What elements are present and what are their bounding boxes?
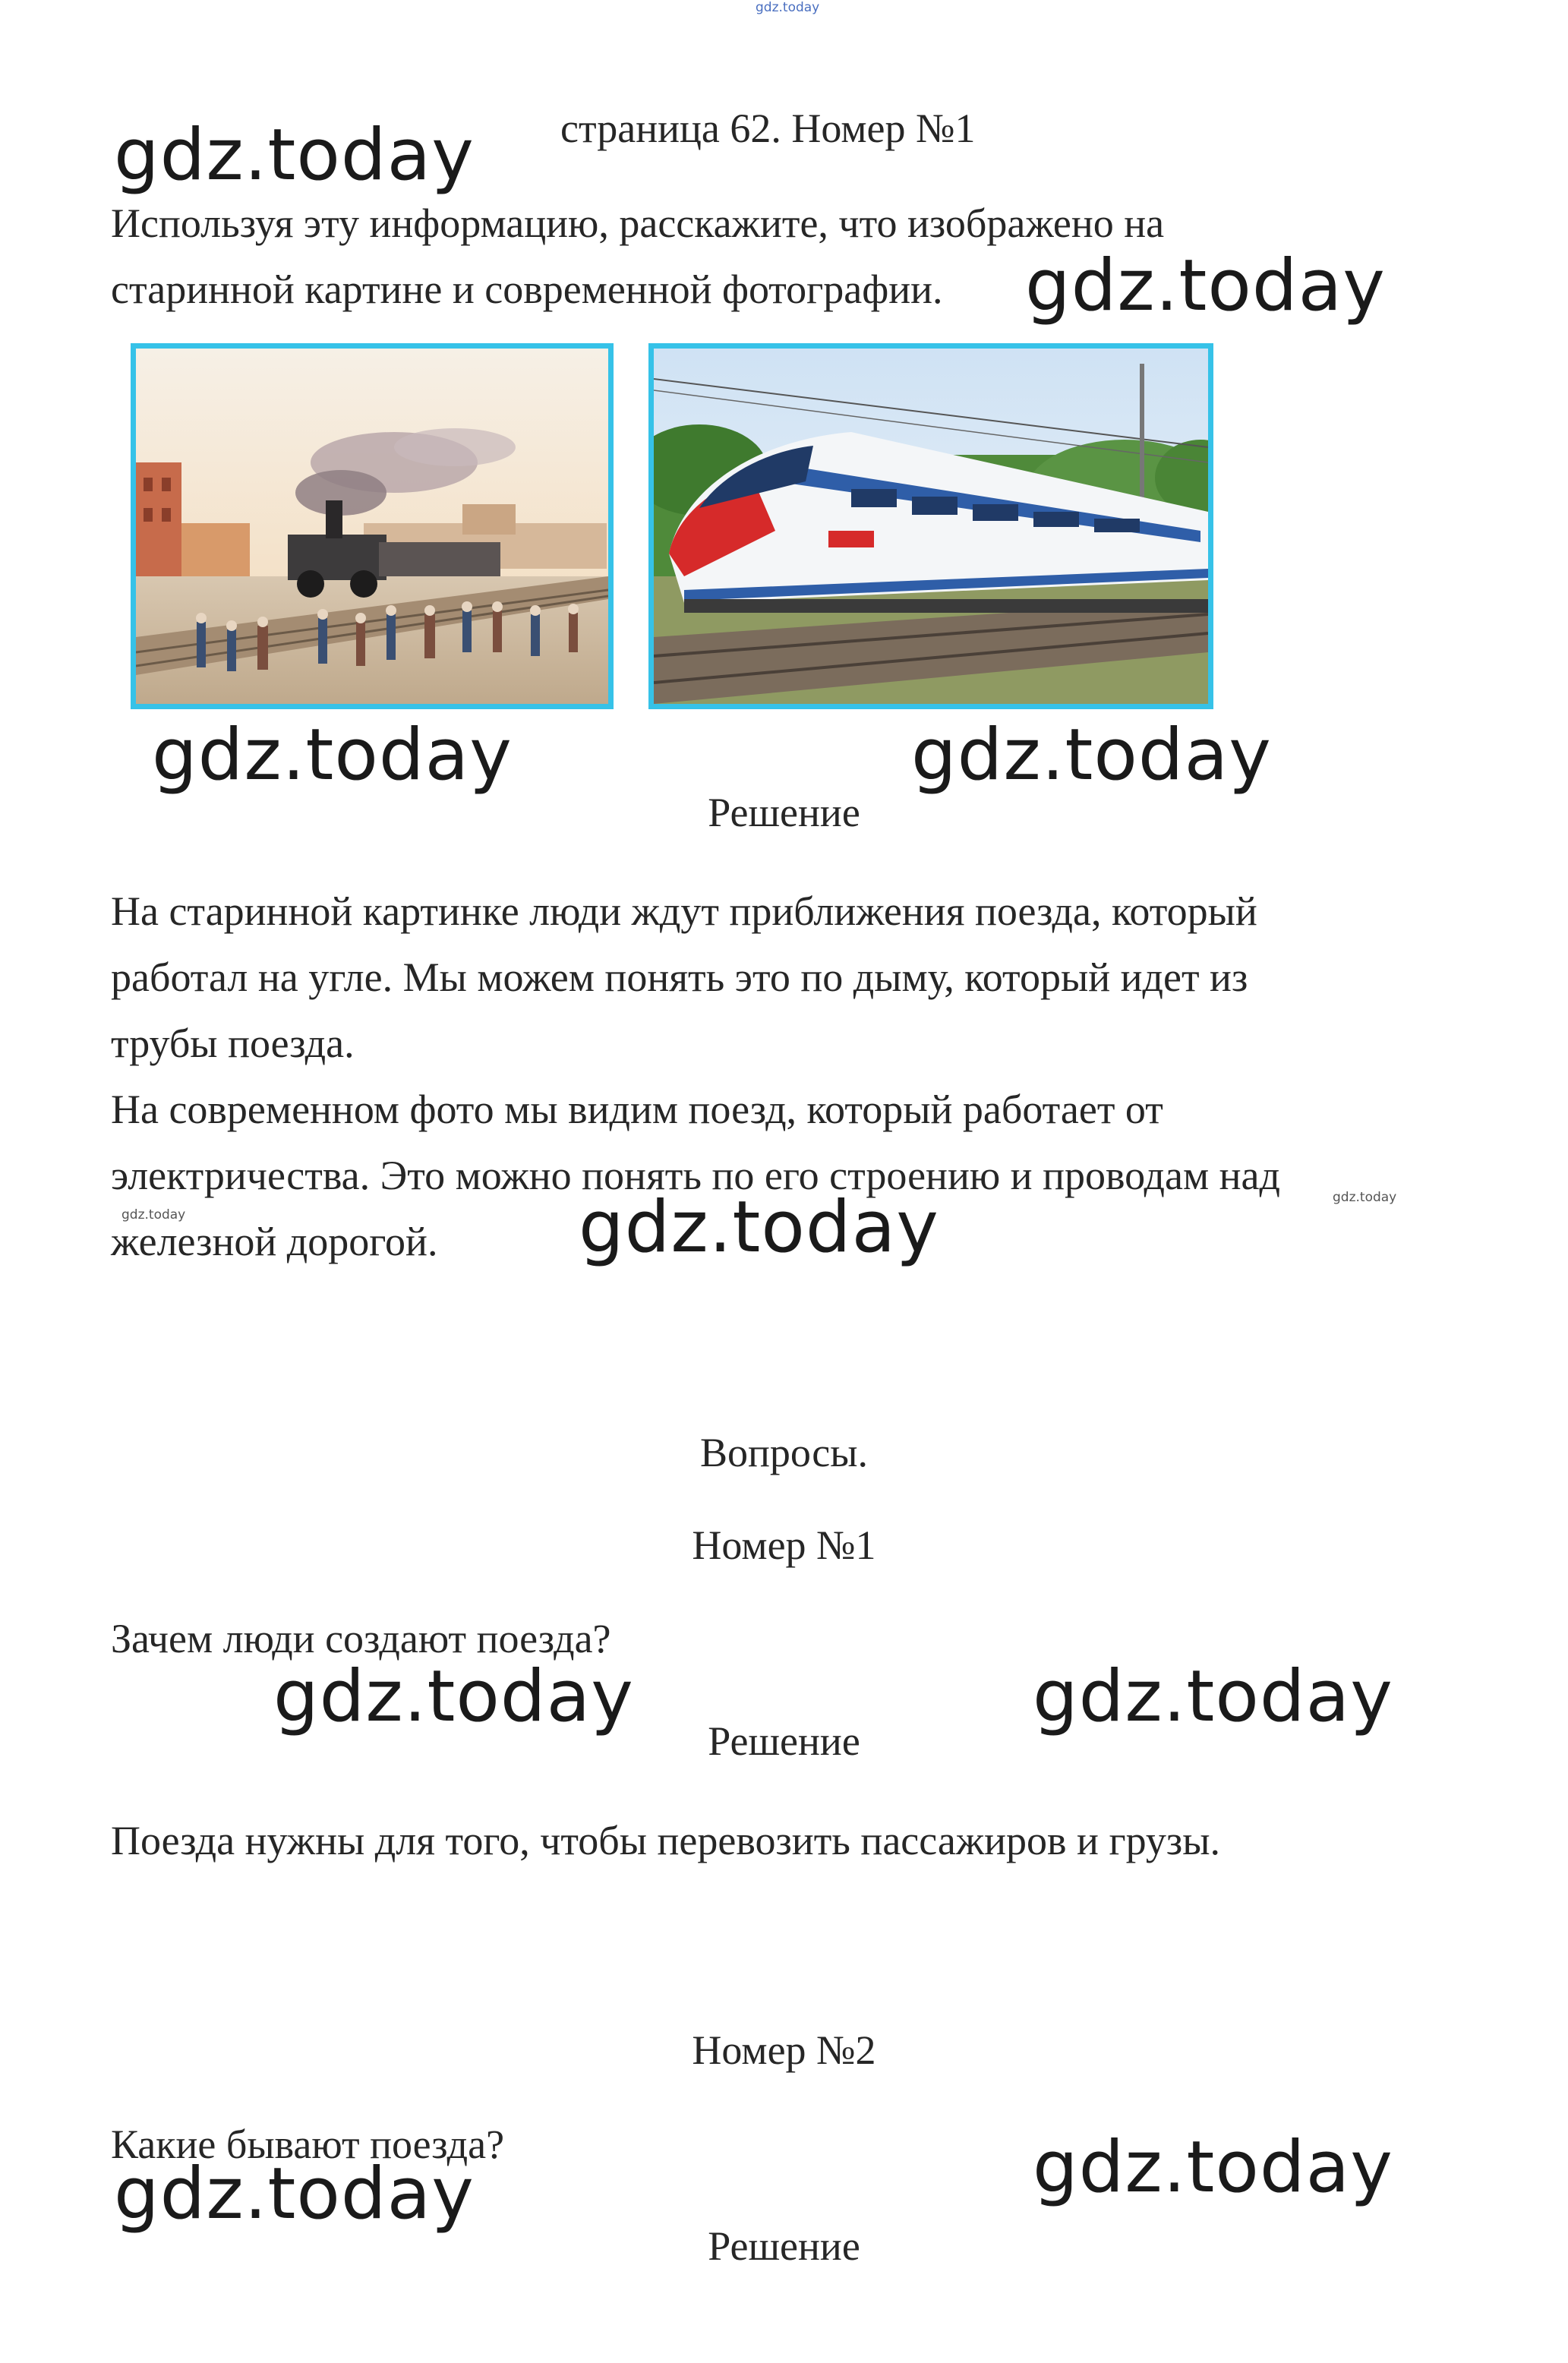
questions-heading: Вопросы. — [699, 1430, 868, 1475]
task-line-2: старинной картине и современной фотографии. — [111, 267, 943, 312]
answer-line-6: железной дорогой. — [111, 1219, 438, 1264]
answer-line-4: На современном фото мы видим поезд, который работает от — [111, 1087, 1163, 1132]
answer-line-5: электричества. Это можно понять по его строению и проводам над — [111, 1153, 1281, 1198]
question-1-text: Зачем люди создают поезда? — [111, 1616, 611, 1661]
watermark-small-top: gdz.today — [756, 0, 820, 15]
watermark: gdz.today — [911, 714, 1272, 797]
high-speed-train-icon — [654, 349, 1208, 704]
answer-line-3: трубы поезда. — [111, 1021, 355, 1066]
page-title: страница 62. Номер №1 — [560, 106, 976, 151]
watermark: gdz.today — [1025, 245, 1386, 327]
watermark: gdz.today — [579, 1186, 939, 1269]
watermark: gdz.today — [1033, 1655, 1393, 1738]
watermark: gdz.today — [152, 714, 513, 797]
watermark: gdz.today — [114, 2153, 475, 2235]
answer-line-2: работал на угле. Мы можем понять это по дыму, который идет из — [111, 954, 1248, 1000]
question-1-number: Номер №1 — [692, 1522, 876, 1568]
modern-train-photo — [648, 343, 1213, 709]
watermark-small: gdz.today — [121, 1207, 186, 1223]
watermark: gdz.today — [273, 1655, 634, 1738]
question-2-text: Какие бывают поезда? — [111, 2122, 505, 2167]
answer-line-1: На старинной картинке люди ждут приближения поезда, который — [111, 888, 1257, 934]
watermark: gdz.today — [1033, 2126, 1393, 2209]
question-1-answer: Поезда нужны для того, чтобы перевозить пассажиров и грузы. — [111, 1818, 1221, 1863]
solution-label: Решение — [708, 790, 860, 835]
question-1-solution-label: Решение — [708, 1718, 860, 1764]
question-2-solution-label: Решение — [708, 2223, 860, 2269]
watermark-small: gdz.today — [1333, 1190, 1397, 1205]
old-painting-image — [131, 343, 614, 709]
task-line-1: Используя эту информацию, расскажите, что изображено на — [111, 200, 1165, 246]
question-2-number: Номер №2 — [692, 2027, 876, 2073]
watermark: gdz.today — [114, 114, 475, 197]
steam-locomotive-painting-icon — [136, 349, 608, 704]
